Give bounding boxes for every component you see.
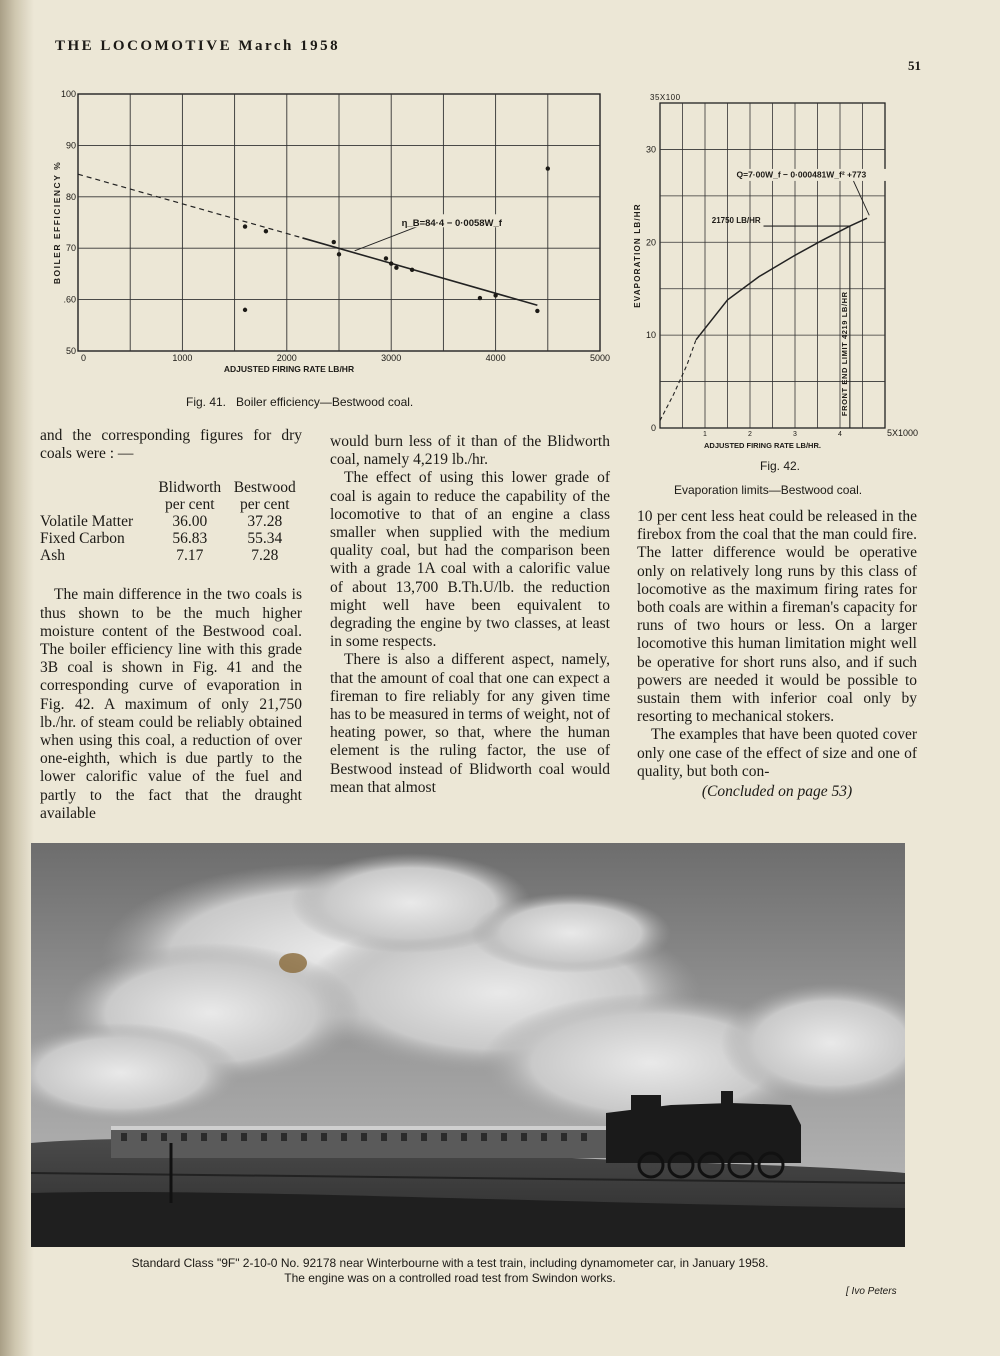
fig41-x-axis-label: ADJUSTED FIRING RATE LB/HR xyxy=(223,364,355,374)
fig41-x-tick-label: 2000 xyxy=(276,353,297,363)
article-column-3 xyxy=(637,508,917,801)
masthead: THE LOCOMOTIVE March 1958 xyxy=(55,38,341,54)
fig42-chart xyxy=(620,88,935,456)
fig42-x-tick-label: 2 xyxy=(748,431,752,438)
col1-intro: and the corresponding figures for dry coals were : — xyxy=(40,427,302,463)
photo-caption-line-1: Standard Class "9F" 2-10-0 No. 92178 near Winterbourne with a test train, including dynamometer car, in January 1958. xyxy=(131,1256,769,1270)
fig42-limit-label: 21750 LB/HR xyxy=(711,216,761,226)
fig42-x-tick-label: 4 xyxy=(838,431,842,438)
fig41-title: Boiler efficiency—Bestwood coal. xyxy=(236,395,414,409)
fig41-y-axis-label: BOILER EFFICIENCY % xyxy=(52,160,62,285)
fig41-data-point xyxy=(493,293,497,297)
fig41-x-tick-label: 4000 xyxy=(485,353,506,363)
table-cell: 37.28 xyxy=(247,513,283,531)
table-cell: Fixed Carbon xyxy=(40,530,125,548)
fig41-x-tick-label: 0 xyxy=(81,353,87,363)
table-unit: per cent xyxy=(240,496,290,514)
table-unit: per cent xyxy=(165,496,215,514)
fig41-data-point xyxy=(384,256,388,260)
fig42-y-tick-label: 10 xyxy=(645,330,656,341)
fig41-data-point xyxy=(243,308,247,312)
fig41-data-point xyxy=(243,224,247,228)
table-cell: 55.34 xyxy=(247,530,283,548)
train-photo xyxy=(31,843,905,1247)
fig41-data-point xyxy=(332,240,336,244)
col3-paragraph-2: The examples that have been quoted cover only one case of the effect of size and one of quality, but both con- xyxy=(637,726,917,780)
fig41-x-tick-label: 5000 xyxy=(589,353,611,363)
fig41-data-point xyxy=(337,252,341,256)
fig41-data-point xyxy=(478,296,482,300)
table-header-row xyxy=(40,479,302,496)
table-cell: 36.00 xyxy=(172,513,208,531)
table-row xyxy=(40,513,302,530)
fig42-x-unit-label: 5X1000 xyxy=(887,428,919,438)
table-cell: 7.17 xyxy=(176,547,204,565)
fig42-x-axis-label: ADJUSTED FIRING RATE LB/HR. xyxy=(704,441,821,450)
fig41-y-tick-label: 100 xyxy=(60,89,76,99)
fig42-y-tick-label: 0 xyxy=(650,423,656,433)
page-number: 51 xyxy=(908,58,921,73)
concluded-note: (Concluded on page 53) xyxy=(701,783,853,801)
table-cell: Ash xyxy=(40,547,65,565)
fig41-equation: η_B=84·4 − 0·0058W_f xyxy=(401,218,502,230)
fig42-y-tick-label: 20 xyxy=(645,237,656,248)
table-units-row xyxy=(40,496,302,513)
fig42-title: Evaporation limits—Bestwood coal. xyxy=(674,483,863,497)
fig41-x-tick-label: 3000 xyxy=(381,353,402,363)
stain xyxy=(279,953,307,973)
fig41-fit-line-extrapolated xyxy=(78,174,302,238)
fig42-front-end-limit-label: FRONT END LIMIT 4219 LB/HR xyxy=(839,291,849,417)
article-column-1 xyxy=(40,427,302,823)
table-cell: Volatile Matter xyxy=(40,513,134,531)
fig41-plot-area xyxy=(52,89,610,374)
fig42-y-axis-label: EVAPORATION LB/HR xyxy=(633,203,642,308)
fig42-x-tick-label: 3 xyxy=(793,431,797,438)
article-column-2 xyxy=(330,433,610,797)
fig42-curve-extrapolated xyxy=(660,340,696,421)
fig41-y-tick-label: 70 xyxy=(65,243,76,254)
fig42-label: Fig. 42. xyxy=(760,459,801,473)
fig41-y-tick-label: 90 xyxy=(65,140,76,151)
fig41-label: Fig. 41. xyxy=(186,395,227,409)
fig41-data-point xyxy=(535,309,539,313)
page-gutter-shadow xyxy=(0,0,34,1356)
fig42-y-unit-label: 35X100 xyxy=(650,93,681,102)
col2-paragraph-1: would burn less of it than of the Blidworth coal, namely 4,219 lb./hr. xyxy=(330,433,610,469)
train-photo-illustration xyxy=(31,843,905,1247)
table-header-bestwood: Bestwood xyxy=(233,479,296,497)
fig41-y-tick-label: 50 xyxy=(65,346,76,356)
fig41-data-point xyxy=(264,229,268,233)
photo-caption-line-2: The engine was on a controlled road test from Swindon works. xyxy=(284,1271,616,1285)
table-row xyxy=(40,547,302,564)
table-cell: 56.83 xyxy=(172,530,208,548)
fig41-data-point xyxy=(389,261,393,265)
fig41-x-tick-label: 1000 xyxy=(172,353,193,363)
fig41-data-point xyxy=(394,266,398,270)
table-row xyxy=(40,530,302,547)
fig41-caption xyxy=(186,395,413,409)
coal-analysis-table xyxy=(40,479,302,564)
photo-caption xyxy=(30,1256,870,1286)
fig41-data-point xyxy=(546,166,550,170)
col1-paragraph: The main difference in the two coals is thus shown to be the much higher moisture content of the Bestwood coal. The boiler efficiency line with this grade 3B coal is shown in Fig. 41 and the corresponding curve of evaporation in Fig. 42. A maximum of only 21,750 lb./hr. of steam could be reliably obtained when using this coal, a reduction of over one-eighth, which is due partly to the lower calorific value of the fuel and partly to the fact that the draught available xyxy=(40,586,302,822)
table-header-blidworth: Blidworth xyxy=(158,479,222,497)
col2-paragraph-2: The effect of using this lower grade of coal is again to reduce the capability of the locomotive to that of an engine a class smaller when supplied with the medium quality coal, but had the comparison been with a grade 1A coal with a calorific value of about 13,700 B.Th.U/lb. the reduction might well have been equivalent to degrading the engine by two classes, at least in some respects. xyxy=(330,469,610,651)
fig42-equation-leader xyxy=(854,181,870,215)
fig41-y-tick-label: .60 xyxy=(63,294,76,305)
fig42-plot-area xyxy=(633,93,918,450)
photo-credit: [ Ivo Peters xyxy=(846,1286,897,1297)
fig42-x-tick-label: 1 xyxy=(703,431,707,438)
fig42-y-tick-label: 30 xyxy=(645,144,656,155)
fig41-y-tick-label: 80 xyxy=(65,191,76,202)
fig42-equation: Q=7·00W_f − 0·000481W_f² +773 xyxy=(736,169,867,180)
table-cell: 7.28 xyxy=(251,547,279,565)
fig41-data-point xyxy=(410,268,414,272)
col2-paragraph-3: There is also a different aspect, namely, that the amount of coal that one can expect a fireman to fire reliably for any given time has to be measured in terms of weight, not of heating power, so that, where the human element is the ruling factor, the use of Bestwood instead of Blidworth coal would mean that almost xyxy=(330,651,610,796)
col3-paragraph-1: 10 per cent less heat could be released in the firebox from the coal that the man could fire. The latter difference would be operative only on relatively long runs by this class of locomotive as the maximum firing rates for both coals are within a fireman's capacity for runs of two hours or less. On a larger locomotive this human limitation might well be operative for short runs also, and if such powers are needed it would be possible to sustain them with inferior coal only by resorting to mechanical stokers. xyxy=(637,508,917,726)
fig41-chart xyxy=(40,72,615,392)
